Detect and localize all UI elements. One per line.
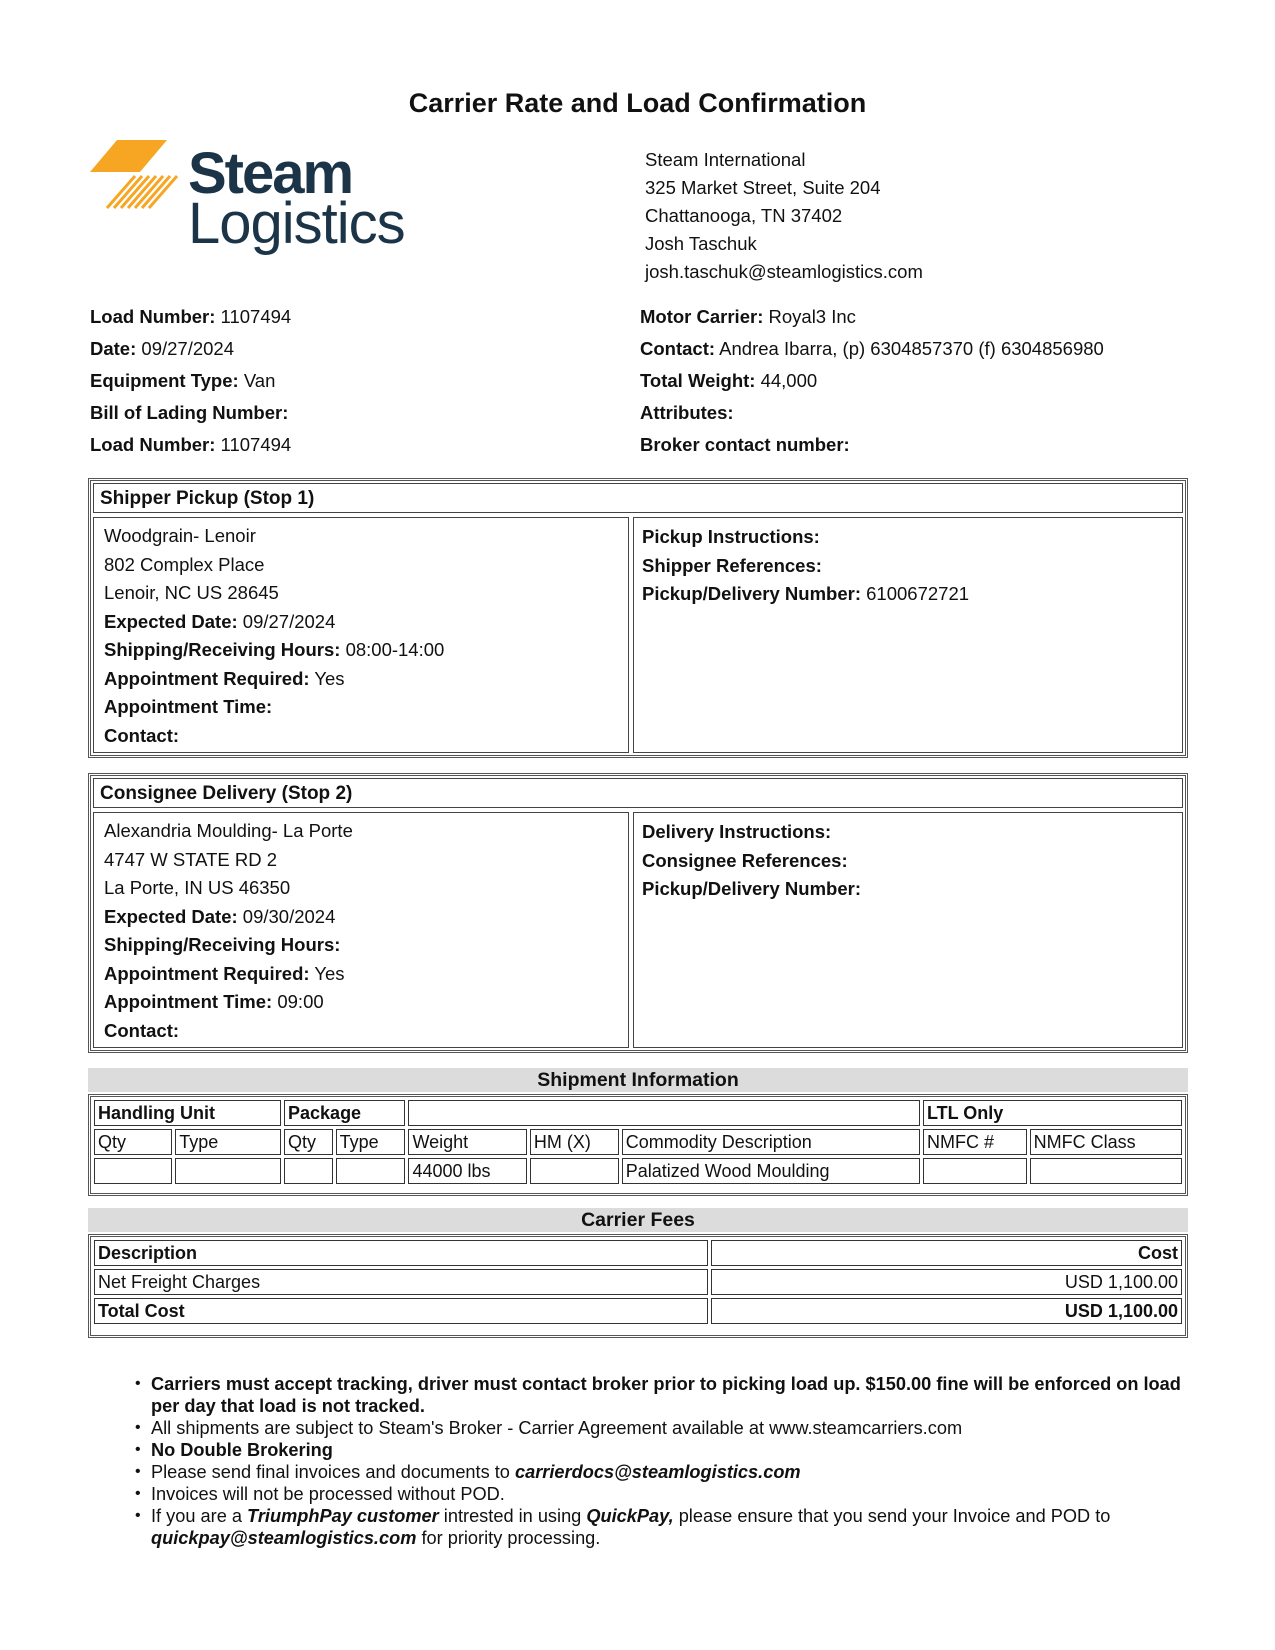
fee-description-cell: Net Freight Charges bbox=[94, 1269, 708, 1295]
contact-row: Contact: Andrea Ibarra, (p) 6304857370 (f) 6304856980 bbox=[640, 338, 1104, 359]
broker-contact-row: Broker contact number: bbox=[640, 434, 850, 455]
company-email[interactable]: josh.taschuk@steamlogistics.com bbox=[645, 261, 923, 282]
cell-handling-qty bbox=[94, 1158, 172, 1184]
logo-stripes-icon bbox=[90, 140, 180, 215]
carrier-fees-heading: Carrier Fees bbox=[88, 1208, 1188, 1232]
cell-handling-type bbox=[175, 1158, 281, 1184]
stop2-expected-date: Expected Date: 09/30/2024 bbox=[104, 905, 336, 927]
table-row bbox=[94, 1158, 1182, 1184]
table-row bbox=[94, 1269, 1182, 1295]
fees-header-row bbox=[94, 1240, 1182, 1266]
shipment-table-frame bbox=[88, 1094, 1188, 1196]
blank-group-header bbox=[408, 1100, 920, 1126]
cell-weight: 44000 lbs bbox=[408, 1158, 526, 1184]
stop2-pickup-number: Pickup/Delivery Number: bbox=[642, 878, 861, 899]
stop2-consignee-references: Consignee References: bbox=[642, 849, 848, 871]
col-package-type: Type bbox=[336, 1129, 406, 1155]
stop2-street: 4747 W STATE RD 2 bbox=[104, 848, 278, 870]
company-address-block bbox=[645, 146, 923, 286]
col-hm: HM (X) bbox=[530, 1129, 619, 1155]
stop1-pickup-instructions: Pickup Instructions: bbox=[642, 526, 820, 547]
fees-total-row bbox=[94, 1298, 1182, 1324]
col-commodity: Commodity Description bbox=[622, 1129, 920, 1155]
equipment-type-row: Equipment Type: Van bbox=[90, 370, 276, 391]
company-name: Steam International bbox=[645, 149, 806, 170]
steam-logistics-logo bbox=[90, 140, 420, 270]
stop2-contact: Contact: bbox=[104, 1019, 180, 1041]
document-title: Carrier Rate and Load Confirmation bbox=[408, 88, 867, 118]
stop1-expected-date: Expected Date: 09/27/2024 bbox=[104, 610, 336, 632]
stop2-heading: Consignee Delivery (Stop 2) bbox=[93, 778, 1183, 808]
col-handling-type: Type bbox=[175, 1129, 281, 1155]
list-item: • No Double Brokering bbox=[135, 1440, 333, 1460]
cell-hm bbox=[530, 1158, 619, 1184]
stop1-contact: Contact: bbox=[104, 724, 180, 746]
list-item: • Invoices will not be processed without POD. bbox=[135, 1484, 505, 1504]
col-nmfc-number: NMFC # bbox=[923, 1129, 1027, 1155]
bullet-icon: • bbox=[135, 1441, 141, 1458]
stop1-instructions-cell bbox=[633, 517, 1183, 753]
stop2-appointment-time: Appointment Time: 09:00 bbox=[104, 991, 324, 1012]
bullet-icon: • bbox=[135, 1507, 141, 1524]
stop1-appointment-time: Appointment Time: bbox=[104, 696, 273, 717]
shipment-information-heading: Shipment Information bbox=[88, 1068, 1188, 1092]
stop1-heading: Shipper Pickup (Stop 1) bbox=[93, 483, 1183, 513]
handling-unit-group-header: Handling Unit bbox=[94, 1100, 281, 1126]
quickpay-email-link[interactable]: quickpay@steamlogistics.com bbox=[151, 1528, 417, 1548]
col-weight: Weight bbox=[408, 1129, 526, 1155]
bullet-icon: • bbox=[135, 1463, 141, 1480]
bill-of-lading-row: Bill of Lading Number: bbox=[90, 402, 289, 423]
company-person: Josh Taschuk bbox=[645, 233, 757, 254]
fees-cost-header: Cost bbox=[711, 1240, 1182, 1266]
bullet-icon: • bbox=[135, 1419, 141, 1436]
consignee-delivery-section bbox=[88, 773, 1188, 1053]
cell-commodity: Palatized Wood Moulding bbox=[622, 1158, 920, 1184]
col-package-qty: Qty bbox=[284, 1129, 333, 1155]
stop2-appointment-required: Appointment Required: Yes bbox=[104, 962, 345, 984]
logo-word-logistics: Logistics bbox=[188, 191, 405, 256]
total-cost-label: Total Cost bbox=[94, 1298, 708, 1324]
col-handling-qty: Qty bbox=[94, 1129, 172, 1155]
cell-package-qty bbox=[284, 1158, 333, 1184]
cell-nmfc-class bbox=[1030, 1158, 1182, 1184]
stop1-city: Lenoir, NC US 28645 bbox=[104, 582, 279, 603]
load-number-row: Load Number: 1107494 bbox=[90, 306, 292, 327]
stop2-city: La Porte, IN US 46350 bbox=[104, 877, 291, 898]
total-weight-row: Total Weight: 44,000 bbox=[640, 370, 818, 391]
stop1-appointment-required: Appointment Required: Yes bbox=[104, 667, 345, 689]
load-details-left bbox=[90, 301, 291, 461]
stop2-instructions-cell bbox=[633, 812, 1183, 1048]
company-street: 325 Market Street, Suite 204 bbox=[645, 177, 881, 198]
carrier-fees-frame bbox=[88, 1234, 1188, 1338]
load-details-right bbox=[640, 301, 1104, 461]
stop2-hours: Shipping/Receiving Hours: bbox=[104, 934, 341, 955]
package-group-header: Package bbox=[284, 1100, 405, 1126]
fees-description-header: Description bbox=[94, 1240, 708, 1266]
stop1-shipper-references: Shipper References: bbox=[642, 554, 822, 576]
fee-cost-cell: USD 1,100.00 bbox=[711, 1269, 1182, 1295]
carrierdocs-email-link[interactable]: carrierdocs@steamlogistics.com bbox=[514, 1462, 801, 1482]
ltl-only-group-header: LTL Only bbox=[923, 1100, 1182, 1126]
company-city: Chattanooga, TN 37402 bbox=[645, 205, 843, 226]
total-cost-value: USD 1,100.00 bbox=[711, 1298, 1182, 1324]
carrier-fees-table bbox=[91, 1237, 1185, 1327]
stop1-name: Woodgrain- Lenoir bbox=[104, 525, 256, 546]
bullet-icon: • bbox=[135, 1485, 141, 1502]
stop1-address-cell bbox=[93, 517, 629, 753]
list-item: • All shipments are subject to Steam's Broker - Carrier Agreement available at www.steamcarriers.com bbox=[135, 1418, 963, 1438]
shipment-group-header-row bbox=[94, 1100, 1182, 1126]
list-item: • Carriers must accept tracking, driver must contact broker prior to picking load up. $150.00 fine will be enforced on load per day that load is not tracked. bbox=[135, 1374, 1181, 1416]
stop2-name: Alexandria Moulding- La Porte bbox=[104, 820, 353, 841]
logo-word-steam: Steam bbox=[188, 141, 353, 206]
list-item: • Please send final invoices and documents to carrierdocs@steamlogistics.com bbox=[135, 1462, 801, 1482]
notes-list bbox=[135, 1373, 1185, 1549]
shipment-column-header-row bbox=[94, 1129, 1182, 1155]
shipment-table bbox=[91, 1097, 1185, 1187]
bullet-icon: • bbox=[135, 1375, 141, 1392]
date-row: Date: 09/27/2024 bbox=[90, 338, 234, 359]
list-item: • If you are a TriumphPay customer intrested in using QuickPay, please ensure that you send your Invoice and POD to quickpay@steamlogistics.com for priority processing. bbox=[135, 1506, 1111, 1548]
load-number-row-2: Load Number: 1107494 bbox=[90, 434, 292, 455]
stop1-pickup-number: Pickup/Delivery Number: 6100672721 bbox=[642, 583, 970, 604]
cell-package-type bbox=[336, 1158, 406, 1184]
attributes-row: Attributes: bbox=[640, 402, 734, 423]
cell-nmfc-number bbox=[923, 1158, 1027, 1184]
col-nmfc-class: NMFC Class bbox=[1030, 1129, 1182, 1155]
motor-carrier-row: Motor Carrier: Royal3 Inc bbox=[640, 306, 856, 327]
shipper-pickup-section bbox=[88, 478, 1188, 758]
stop1-street: 802 Complex Place bbox=[104, 553, 265, 575]
stop2-delivery-instructions: Delivery Instructions: bbox=[642, 821, 832, 842]
stop1-hours: Shipping/Receiving Hours: 08:00-14:00 bbox=[104, 639, 445, 660]
stop2-address-cell bbox=[93, 812, 629, 1048]
